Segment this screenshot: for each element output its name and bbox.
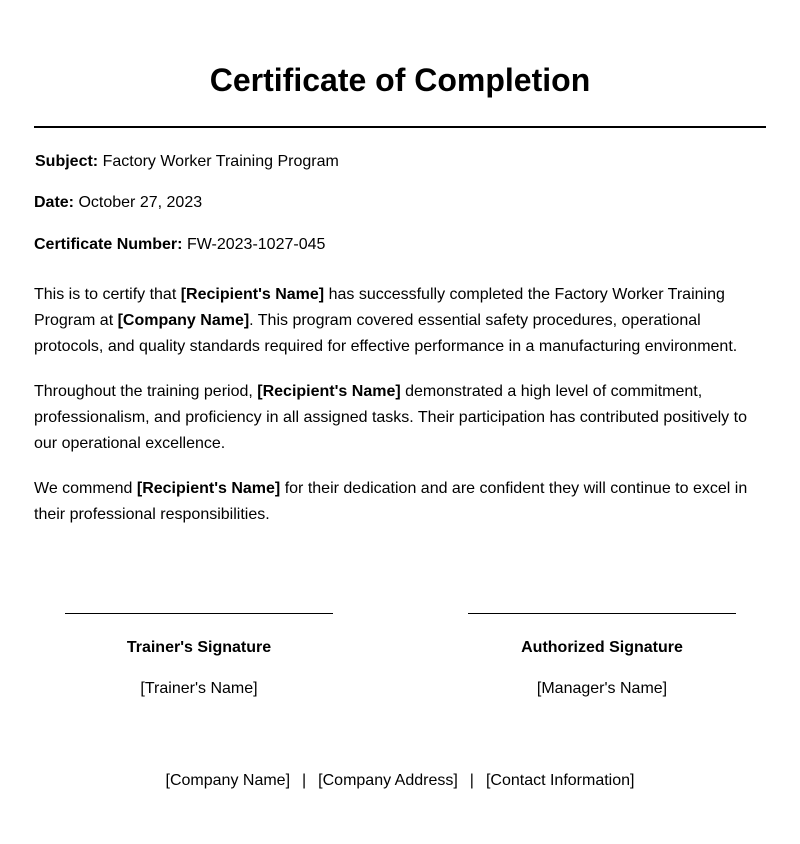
paragraph-text: demonstrated a high level of commitment, professionalism, and proficiency in all assigned tasks. Their participation has contributed positively to our operational excellence. <box>34 383 747 452</box>
trainer-name-placeholder: [Trainer's Name] <box>140 680 258 697</box>
body-paragraph-performance <box>34 379 774 457</box>
certificate-number-label: Certificate Number: <box>34 236 183 253</box>
body-paragraph-commendation <box>34 476 774 528</box>
paragraph-text: We commend <box>34 480 137 497</box>
trainer-signature-title: Trainer's Signature <box>126 639 272 656</box>
footer-separator: | <box>302 772 307 789</box>
subject-value: Factory Worker Training Program <box>102 153 339 170</box>
paragraph-text: for their dedication and are confident they will continue to excel in their professional responsibilities. <box>34 480 748 523</box>
recipient-name-placeholder: [Recipient's Name] <box>180 286 325 303</box>
paragraph-text: has successfully completed the Factory Worker Training Program at <box>34 286 725 329</box>
trainer-signature-block <box>65 600 333 697</box>
title-divider <box>34 126 766 128</box>
paragraph-text: . This program covered essential safety procedures, operational protocols, and quality standards required for effective performance in a manufacturing environment. <box>34 312 738 355</box>
footer-company: [Company Name] <box>165 772 291 789</box>
body-paragraph-certify <box>34 282 774 360</box>
footer-separator: | <box>469 772 474 789</box>
trainer-signature-line <box>65 613 333 614</box>
paragraph-text: This is to certify that <box>34 286 181 303</box>
authorized-signature-line <box>468 613 736 614</box>
authorized-signature-title: Authorized Signature <box>521 639 683 656</box>
date-label: Date: <box>34 194 75 211</box>
recipient-name-placeholder: [Recipient's Name] <box>136 480 281 497</box>
subject-label: Subject: <box>35 153 99 170</box>
footer <box>0 771 800 791</box>
certificate-title: Certificate of Completion <box>209 62 591 98</box>
date-line <box>34 193 202 213</box>
footer-contact: [Contact Information] <box>485 772 635 789</box>
recipient-name-placeholder: [Recipient's Name] <box>257 383 401 400</box>
certificate-number-value: FW-2023-1027-045 <box>186 236 326 253</box>
company-name-placeholder: [Company Name] <box>117 312 250 329</box>
subject-line <box>35 152 339 172</box>
manager-name-placeholder: [Manager's Name] <box>536 680 668 697</box>
paragraph-text: Throughout the training period, <box>34 383 258 400</box>
date-value: October 27, 2023 <box>78 194 203 211</box>
authorized-signature-block <box>468 600 736 697</box>
footer-address: [Company Address] <box>318 772 458 789</box>
certificate-number-line <box>34 235 325 255</box>
